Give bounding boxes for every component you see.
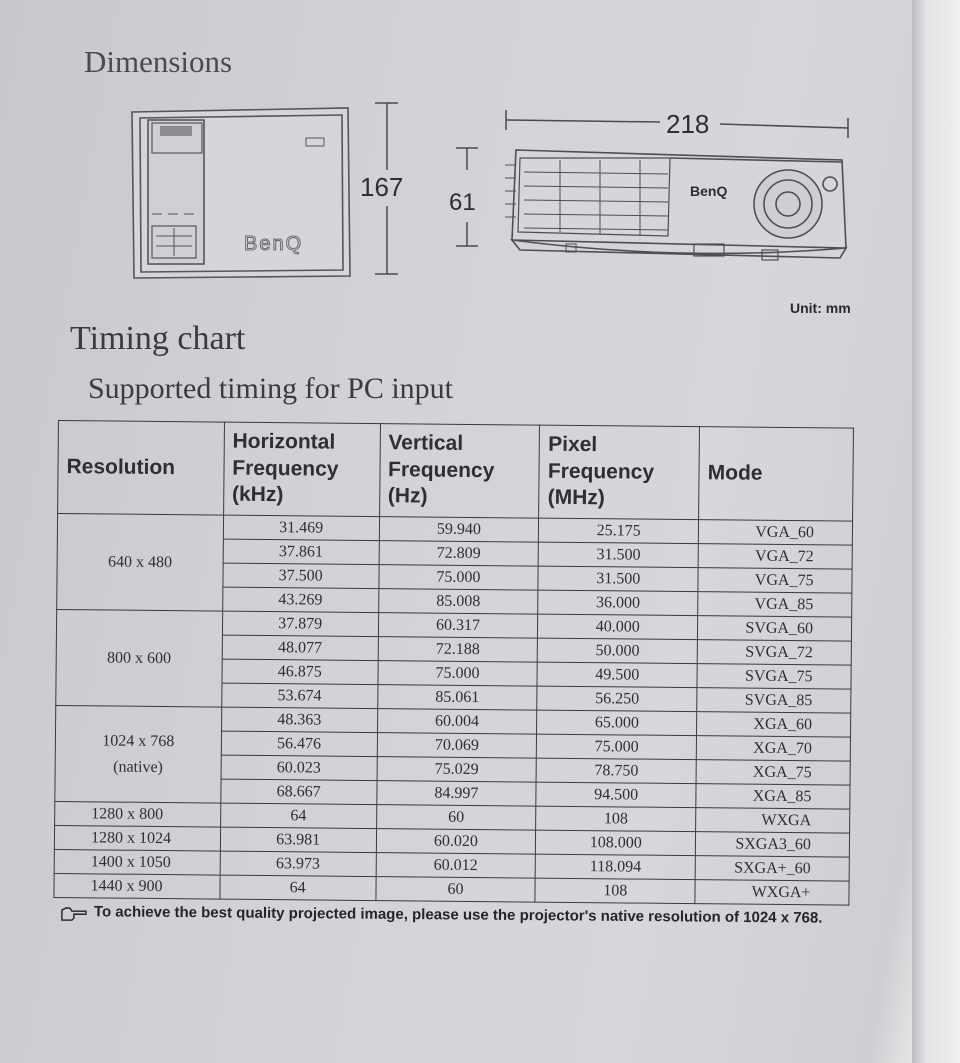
pixel-frequency-cell: 31.500 (538, 542, 698, 568)
mode-cell: SVGA_85 (697, 688, 851, 713)
resolution-cell: 1440 x 900 (54, 873, 220, 899)
mode-cell: WXGA (696, 808, 850, 833)
vertical-frequency-cell: 75.000 (378, 661, 538, 687)
vertical-frequency-cell: 70.069 (377, 733, 537, 759)
mode-cell: XGA_70 (696, 736, 850, 761)
mode-cell: VGA_60 (699, 520, 853, 545)
horizontal-frequency-cell: 60.023 (221, 755, 377, 780)
dimensions-heading: Dimensions (84, 44, 233, 79)
col-header-resolution: Resolution (58, 421, 225, 516)
vertical-frequency-cell: 85.008 (378, 589, 538, 615)
horizontal-frequency-cell: 56.476 (221, 731, 377, 756)
horizontal-frequency-cell: 31.469 (223, 515, 379, 540)
horizontal-frequency-cell: 53.674 (222, 683, 378, 708)
vertical-frequency-cell: 60 (376, 805, 536, 831)
resolution-cell (55, 705, 222, 803)
mode-cell: VGA_72 (698, 544, 852, 569)
dimensions-drawing (0, 0, 960, 320)
horizontal-frequency-cell: 43.269 (222, 587, 378, 612)
height-value: 167 (360, 172, 404, 202)
vertical-frequency-cell: 84.997 (376, 781, 536, 807)
pixel-frequency-cell: 108 (535, 878, 695, 904)
resolution-cell: 1280 x 800 (55, 801, 221, 827)
vertical-frequency-cell: 72.188 (378, 637, 538, 663)
mode-cell: VGA_75 (698, 568, 852, 593)
pixel-frequency-cell: 75.000 (537, 734, 697, 760)
projector-front-view (505, 150, 846, 260)
col-header-vertical: Vertical Frequency (Hz) (379, 424, 540, 519)
pixel-frequency-cell: 65.000 (537, 710, 697, 736)
pixel-frequency-cell: 31.500 (538, 566, 698, 592)
note-text: To achieve the best quality projected image, please use the projector's native resolution of 1024 x 768. (93, 903, 823, 927)
col-header-horizontal: Horizontal Frequency (kHz) (223, 422, 380, 516)
mode-cell: SVGA_60 (698, 616, 852, 641)
vertical-frequency-cell: 60.004 (377, 709, 537, 735)
mode-cell: SVGA_75 (697, 664, 851, 689)
timing-table (53, 420, 854, 906)
depth-value: 61 (449, 189, 476, 216)
resolution-cell (57, 514, 224, 612)
horizontal-frequency-cell: 37.879 (222, 611, 378, 636)
horizontal-frequency-cell: 48.077 (222, 635, 378, 660)
unit-label: Unit: mm (790, 300, 851, 316)
projector-top-view (132, 108, 350, 278)
vertical-frequency-cell: 60.317 (378, 613, 538, 639)
vertical-frequency-cell: 60 (375, 877, 535, 903)
horizontal-frequency-cell: 63.973 (220, 851, 376, 876)
table-header-row (58, 421, 854, 522)
resolution-label: 1024 x 768 (102, 731, 175, 750)
width-value: 218 (666, 109, 710, 139)
resolution-cell: 1280 x 1024 (54, 825, 220, 851)
horizontal-frequency-cell: 64 (220, 803, 376, 828)
vertical-frequency-cell: 75.000 (378, 565, 538, 591)
vertical-frequency-cell: 59.940 (379, 517, 539, 543)
mode-cell: VGA_85 (698, 592, 852, 617)
col-header-pixel: Pixel Frequency (MHz) (539, 425, 700, 520)
horizontal-frequency-cell: 37.861 (223, 539, 379, 564)
horizontal-frequency-cell: 68.667 (221, 779, 377, 804)
mode-cell: XGA_60 (697, 712, 851, 737)
timing-chart-heading: Timing chart (70, 320, 246, 357)
mode-cell: XGA_75 (696, 760, 850, 785)
pixel-frequency-cell: 40.000 (538, 614, 698, 640)
brand-text-front: BenQ (690, 183, 728, 199)
resolution-label: 640 x 480 (107, 552, 173, 571)
hand-pointing-icon (60, 906, 88, 924)
mode-cell: SXGA3_60 (696, 832, 850, 857)
mode-cell: XGA_85 (696, 784, 850, 809)
pixel-frequency-cell: 50.000 (538, 638, 698, 664)
resolution-cell (56, 609, 223, 707)
vertical-frequency-cell: 60.020 (376, 829, 536, 855)
brand-text-top: BenQ (244, 233, 304, 255)
vertical-frequency-cell: 60.012 (376, 853, 536, 879)
pixel-frequency-cell: 118.094 (535, 854, 695, 880)
horizontal-frequency-cell: 37.500 (223, 563, 379, 588)
col-header-mode: Mode (699, 427, 854, 521)
resolution-label: (native) (113, 758, 164, 776)
supported-timing-subheading: Supported timing for PC input (88, 372, 454, 405)
mode-cell: SXGA+_60 (695, 856, 849, 881)
pixel-frequency-cell: 108 (536, 806, 696, 832)
pixel-frequency-cell: 94.500 (536, 782, 696, 808)
pixel-frequency-cell: 78.750 (536, 758, 696, 784)
resolution-cell: 1400 x 1050 (54, 849, 220, 875)
horizontal-frequency-cell: 46.875 (222, 659, 378, 684)
pixel-frequency-cell: 25.175 (539, 518, 699, 544)
pixel-frequency-cell: 49.500 (537, 662, 697, 688)
horizontal-frequency-cell: 64 (220, 875, 376, 900)
pixel-frequency-cell: 108.000 (536, 830, 696, 856)
horizontal-frequency-cell: 48.363 (221, 707, 377, 732)
vertical-frequency-cell: 72.809 (379, 541, 539, 567)
note (60, 903, 860, 927)
vertical-frequency-cell: 75.029 (377, 757, 537, 783)
pixel-frequency-cell: 36.000 (538, 590, 698, 616)
vertical-frequency-cell: 85.061 (377, 685, 537, 711)
horizontal-frequency-cell: 63.981 (220, 827, 376, 852)
resolution-label: 800 x 600 (107, 648, 172, 667)
mode-cell: WXGA+ (695, 880, 849, 905)
pixel-frequency-cell: 56.250 (537, 686, 697, 712)
mode-cell: SVGA_72 (697, 640, 851, 665)
